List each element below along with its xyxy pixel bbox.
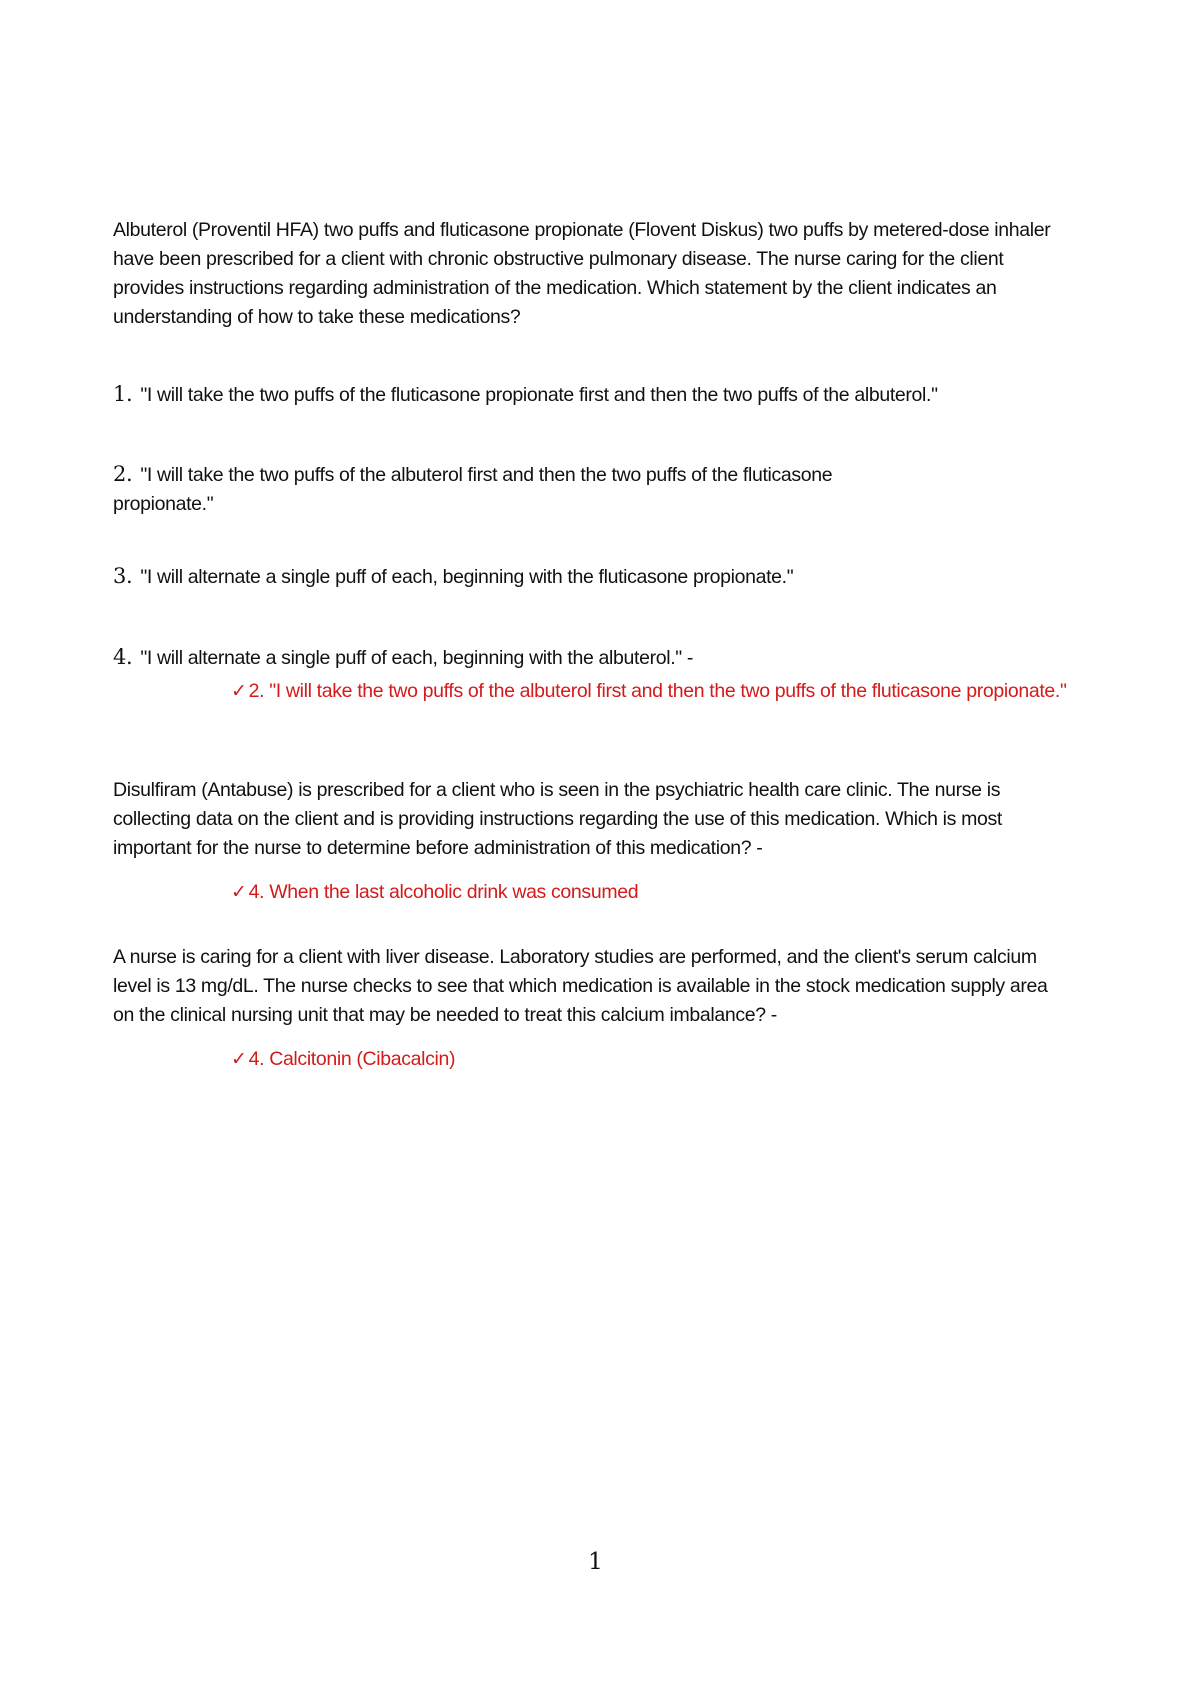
question-3-text: A nurse is caring for a client with liver disease. Laboratory studies are performed, and the client's serum calcium level is 13 mg/dL. The nurse checks to see that which medication is available in the stock medication supply area on the clinical nursing unit that may be needed to treat this calcium imbalance? - <box>113 946 1048 1026</box>
checkmark-icon: ✓ <box>231 680 247 702</box>
question-1-option-1 <box>113 380 1073 410</box>
question-3-answer <box>113 1045 1073 1074</box>
option-text: "I will take the two puffs of the albuterol first and then the two puffs of the fluticasone propionate." <box>113 464 833 515</box>
option-number: 4. <box>113 645 133 669</box>
question-2-text: Disulfiram (Antabuse) is prescribed for a client who is seen in the psychiatric health care clinic. The nurse is collecting data on the client and is providing instructions regarding the use of this medication. Which is most important for the nurse to determine before administration of this medication? - <box>113 779 1002 859</box>
option-text: "I will alternate a single puff of each, beginning with the albuterol." - <box>140 647 694 669</box>
checkmark-icon: ✓ <box>231 1048 247 1070</box>
question-1-option-3 <box>113 562 1073 592</box>
option-text: "I will alternate a single puff of each, beginning with the fluticasone propionate." <box>140 566 794 588</box>
answer-text: 2. "I will take the two puffs of the albuterol first and then the two puffs of the fluticasone propionate." <box>248 680 1067 702</box>
answer-text: 4. Calcitonin (Cibacalcin) <box>248 1048 456 1070</box>
question-2-answer <box>113 878 1073 907</box>
answer-text: 4. When the last alcoholic drink was consumed <box>248 881 639 903</box>
page-number: 1 <box>588 1549 603 1575</box>
question-1-option-2 <box>113 460 913 519</box>
option-number: 3. <box>113 564 133 588</box>
question-1-answer <box>113 677 1073 706</box>
option-number: 1. <box>113 382 133 406</box>
question-1-text: Albuterol (Proventil HFA) two puffs and fluticasone propionate (Flovent Diskus) two puffs by metered-dose inhaler have been prescribed for a client with chronic obstructive pulmonary disease. The nurse caring for the client provides instructions regarding administration of the medication. Which statement by the client indicates an understanding of how to take these medications? <box>113 219 1051 328</box>
option-text: "I will take the two puffs of the fluticasone propionate first and then the two puffs of the albuterol." <box>140 384 938 406</box>
question-1-option-4 <box>113 643 1073 673</box>
checkmark-icon: ✓ <box>231 881 247 903</box>
option-number: 2. <box>113 462 133 486</box>
